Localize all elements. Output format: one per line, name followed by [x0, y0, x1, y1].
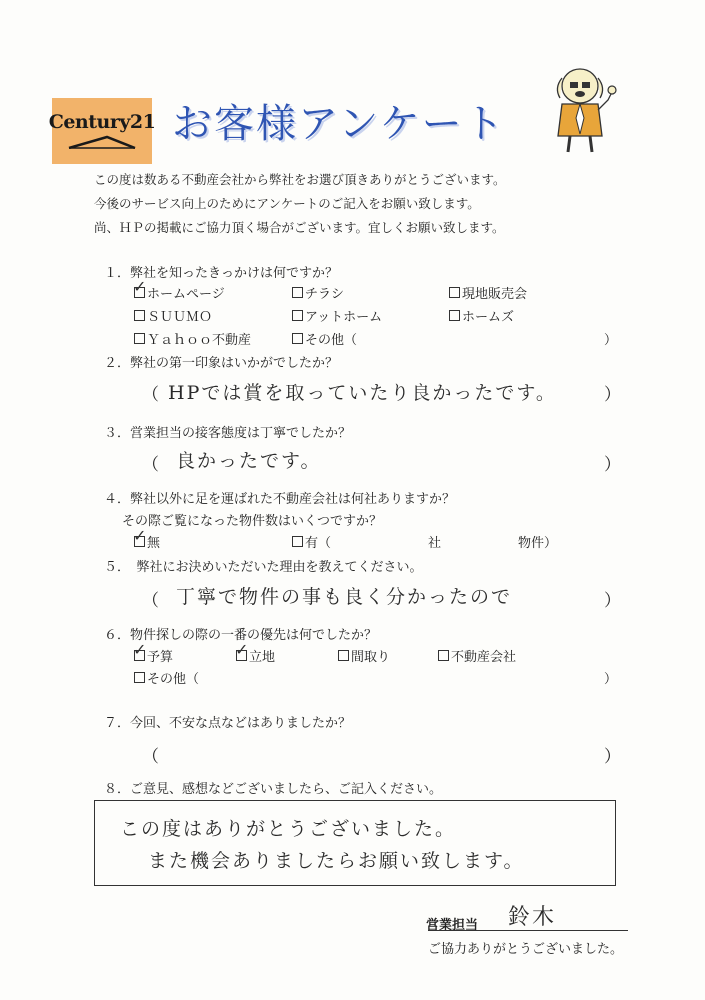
checkbox[interactable]: [292, 536, 303, 547]
q1-option-homepage[interactable]: ✓ ホームページ: [133, 277, 225, 302]
checkbox[interactable]: [438, 650, 449, 661]
checkbox[interactable]: [235, 640, 249, 661]
q2-answer[interactable]: HPでは賞を取っていたり良かったです。: [168, 382, 557, 404]
q4-option-yes[interactable]: 有（: [292, 532, 331, 551]
q6-option-location[interactable]: ✓ 立地: [235, 640, 276, 665]
checkbox[interactable]: [133, 526, 147, 547]
checkbox[interactable]: [292, 333, 303, 344]
q6-option-other[interactable]: その他（: [134, 668, 199, 687]
intro-line: 尚、ＨＰの掲載にご協力頂く場合がございます。宜しくお願い致します。: [94, 220, 505, 235]
q3-label: ３．営業担当の接客態度は丁寧でしたか？: [104, 426, 352, 441]
century21-logo: [48, 98, 156, 164]
checkbox[interactable]: [134, 333, 145, 344]
checkbox[interactable]: [133, 640, 147, 661]
mascot-dog-icon: [550, 64, 620, 156]
signature-line: [428, 930, 628, 931]
intro-line: この度は数ある不動産会社から弊社をお選び頂きありがとうございます。: [94, 172, 506, 187]
intro-text: [94, 168, 506, 240]
q6-label: ６．物件探しの際の一番の優先は何でしたか？: [104, 628, 378, 643]
intro-line: 今後のサービス向上のためにアンケートのご記入をお願い致します。: [94, 196, 480, 211]
q6-option-budget[interactable]: ✓ 予算: [133, 640, 174, 665]
check-mark-icon: ✓: [133, 526, 147, 545]
q1-option-homes[interactable]: ホームズ: [449, 306, 514, 325]
checkbox[interactable]: [133, 277, 147, 298]
checkbox[interactable]: [338, 650, 349, 661]
q4-label-2: その際ご覧になった物件数はいくつですか？: [122, 514, 383, 529]
comment-line-2: また機会ありましたらお願い致します。: [148, 850, 525, 872]
q8-label: ８．ご意見、感想などございましたら、ご記入ください。: [104, 782, 443, 797]
check-mark-icon: ✓: [133, 277, 147, 296]
checkbox[interactable]: [449, 310, 460, 321]
q6-other-close: ）: [604, 672, 618, 687]
q1-option-suumo[interactable]: ＳＵＵＭＯ: [134, 306, 212, 325]
roof-icon: [67, 135, 137, 149]
check-mark-icon: ✓: [133, 640, 147, 659]
q2-label: ２．弊社の第一印象はいかがでしたか？: [104, 356, 339, 371]
q3-close-paren: ）: [604, 455, 621, 475]
q3-answer[interactable]: 良かったです。: [176, 450, 322, 472]
q6-option-layout[interactable]: 間取り: [338, 646, 390, 665]
q5-close-paren: ）: [604, 591, 621, 611]
q7-label: ７．今回、不安な点などはありましたか？: [104, 716, 352, 731]
q4-label: ４．弊社以外に足を運ばれた不動産会社は何社ありますか？: [104, 492, 456, 507]
checkbox[interactable]: [292, 310, 303, 321]
q5-open-paren: （: [142, 591, 159, 611]
q5-label: ５． 弊社にお決めいただいた理由を教えてください。: [104, 560, 423, 575]
q7-close-paren: ）: [604, 747, 621, 767]
comment-line-1: この度はありがとうございました。: [120, 818, 457, 840]
check-mark-icon: ✓: [235, 640, 249, 659]
q7-open-paren: （: [142, 747, 159, 767]
q6-option-company[interactable]: 不動産会社: [438, 646, 516, 665]
q1-other-close: ）: [604, 333, 618, 348]
checkbox[interactable]: [134, 672, 145, 683]
q3-open-paren: （: [142, 455, 159, 475]
logo-text: Century21: [48, 111, 156, 133]
checkbox[interactable]: [134, 310, 145, 321]
q2-close-paren: ）: [604, 385, 621, 405]
staff-label: 営業担当: [426, 918, 479, 933]
q4-property-unit: 物件）: [518, 536, 558, 551]
comment-box[interactable]: [94, 800, 616, 886]
staff-name: 鈴木: [508, 905, 557, 930]
q5-answer[interactable]: 丁寧で物件の事も良く分かったので: [176, 586, 513, 608]
thanks-text: ご協力ありがとうございました。: [428, 942, 624, 957]
q2-open-paren: （: [142, 385, 159, 405]
q1-option-open-house[interactable]: 現地販売会: [449, 283, 527, 302]
q1-option-athome[interactable]: アットホーム: [292, 306, 382, 325]
q1-option-flyer[interactable]: チラシ: [292, 283, 344, 302]
page-title: お客様アンケート: [172, 101, 506, 147]
q4-option-none[interactable]: ✓ 無: [133, 526, 161, 551]
q1-option-yahoo[interactable]: Ｙａｈｏｏ不動産: [134, 329, 251, 348]
q1-label: １．弊社を知ったきっかけは何ですか？: [104, 266, 339, 281]
q1-option-other[interactable]: その他（: [292, 329, 357, 348]
checkbox[interactable]: [292, 287, 303, 298]
checkbox[interactable]: [449, 287, 460, 298]
q4-company-unit: 社: [428, 536, 442, 551]
